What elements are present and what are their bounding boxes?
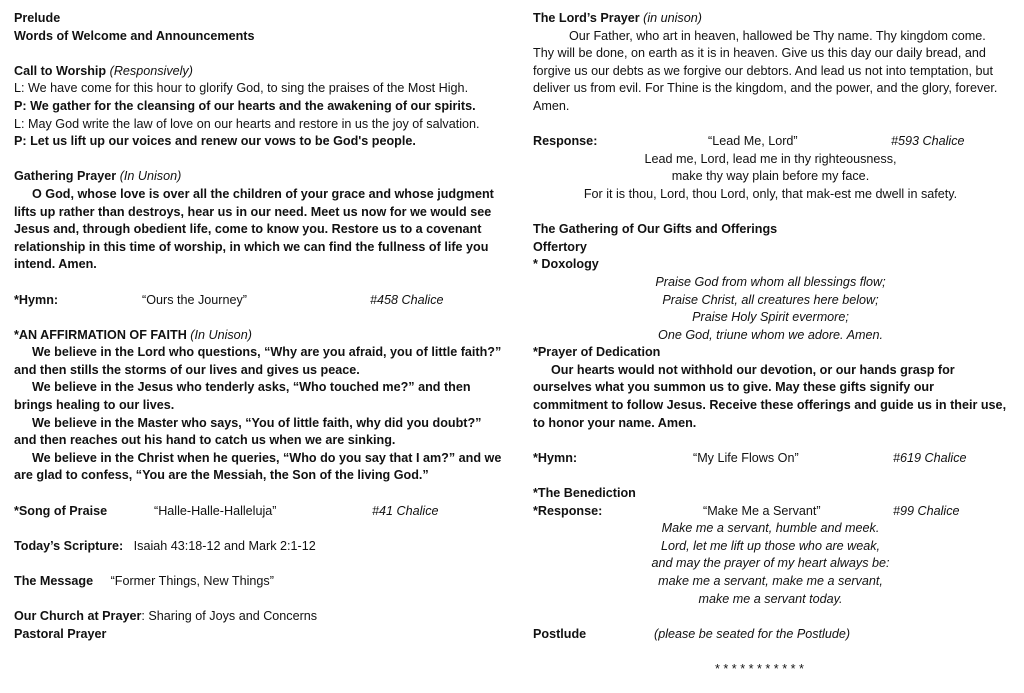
postlude-label: Postlude [533,626,587,641]
response-2-line-5: make me a servant today. [698,591,843,606]
offertory-heading: Offertory [533,239,587,254]
call-line-1: L: We have come for this hour to glorify God, to sing the praises of the Most High. [14,81,469,96]
song-number: #41 Chalice [372,503,439,518]
church-label: Our Church at Prayer [14,609,142,624]
gathering-note: (In Unison) [119,169,182,184]
benediction-heading: *The Benediction [533,486,636,501]
hymn-1-label: *Hymn: [14,292,59,307]
call-line-2: P: We gather for the cleansing of our hearts and the awakening of our spirits. [14,98,476,113]
hymn-1-row [14,292,504,310]
hymn-2-row [533,450,1008,468]
call-note: (Responsively) [109,63,193,78]
gathering-prayer-heading [14,168,504,186]
song-title: “Halle-Halle-Halleluja” [154,503,277,518]
response-1-line-3: For it is thou, Lord, thou Lord, only, that mak-est me dwell in safety. [583,186,958,201]
affirmation-note: (In Unison) [190,327,252,342]
response-2-line-1: Make me a servant, humble and meek. [661,521,880,536]
song-label: *Song of Praise [14,503,108,518]
response-2-row [533,503,1008,521]
response-1-label: Response: [533,134,598,149]
call-line-3: L: May God write the law of love on our hearts and restore in us the joy of salvation. [14,116,480,131]
song-of-praise-row [14,503,504,521]
response-2-title: “Make Me a Servant” [703,503,821,518]
right-column [533,10,1008,679]
lords-note: (in unison) [643,11,702,25]
doxology-line-4: One God, triune whom we adore. Amen. [658,327,883,342]
hymn-2-number: #619 Chalice [893,450,967,465]
response-2-line-4: make me a servant, make me a servant, [658,574,883,588]
call-to-worship-heading [14,63,504,81]
lords-prayer-heading [533,10,1008,28]
gathering-prayer-text: O God, whose love is over all the children of your grace and whose judgment lifts up rather than destroys, hear us in our need. Meet us now for we would see Jesus and, through obedient life, come to know you. Restore us to a covenant relationship in this time of worship, in which we can find the fullness of life you intend. Amen. [14,186,494,272]
postlude-row [533,626,1008,644]
left-column [14,10,504,643]
response-1-row [533,133,1008,151]
doxology-line-2: Praise Christ, all creatures here below; [662,292,879,307]
doxology-line-1: Praise God from whom all blessings flow; [655,274,886,289]
response-2-line-2: Lord, let me lift up those who are weak, [660,538,881,553]
response-1-line-2: make thy way plain before my face. [671,169,870,184]
affirmation-title: *AN AFFIRMATION OF FAITH [14,327,187,342]
lords-title: The Lord’s Prayer [533,11,640,25]
gifts-heading: The Gathering of Our Gifts and Offerings [533,222,778,237]
scripture-text: Isaiah 43:18-12 and Mark 2:1-12 [133,538,316,553]
response-1-line-1: Lead me, Lord, lead me in thy righteousness, [644,151,897,166]
postlude-note: (please be seated for the Postlude) [654,626,851,641]
call-line-4: P: Let us lift up our voices and renew our vows to be God's people. [14,134,416,149]
hymn-2-title: “My Life Flows On” [693,450,799,465]
scripture-label: Today’s Scripture: [14,538,124,553]
message-row [14,573,504,591]
response-2-label: *Response: [533,503,603,518]
hymn-2-label: *Hymn: [533,450,578,465]
pastoral-prayer: Pastoral Prayer [14,626,107,641]
response-1-title: “Lead Me, Lord” [708,134,798,149]
message-label: The Message [14,574,94,588]
affirmation-line-4: We believe in the Christ when he queries, “Who do you say that I am?” and we are glad to confess, “You are the Messiah, the Son of the living God.” [14,450,502,483]
affirmation-line-1: We believe in the Lord who questions, “Why are you afraid, you of little faith?” and then stills the storms of our lives and gives us peace. [14,345,502,377]
dedication-heading: *Prayer of Dedication [533,345,661,360]
response-2-line-3: and may the prayer of my heart always be: [651,556,890,571]
hymn-1-number: #458 Chalice [370,292,444,307]
scripture-row [14,538,504,556]
doxology-heading: * Doxology [533,257,599,272]
affirmation-line-3: We believe in the Master who says, “You of little faith, why did you doubt?” and then reaches out his hand to catch us when we are sinking. [14,415,482,448]
response-1-number: #593 Chalice [891,134,965,149]
response-2-number: #99 Chalice [893,503,960,518]
hymn-1-title: “Ours the Journey” [142,292,247,307]
welcome-heading: Words of Welcome and Announcements [14,28,255,43]
prelude-heading: Prelude [14,11,61,25]
gathering-title: Gathering Prayer [14,169,117,184]
dedication-text: Our hearts would not withhold our devotion, or our hands grasp for ourselves what you summon us to give. May these gifts signify our commitment to follow Jesus. Receive these offerings and guide us in their use, to honor your name. Amen. [533,362,1007,430]
closing-stars: * * * * * * * * * * * [715,661,804,676]
affirmation-heading [14,327,504,345]
affirmation-line-2: We believe in the Jesus who tenderly asks, “Who touched me?” and then brings healing to our lives. [14,380,471,413]
call-title: Call to Worship [14,63,107,78]
message-title: “Former Things, New Things” [110,574,274,588]
church-text: : Sharing of Joys and Concerns [141,609,318,624]
lords-prayer-text: Our Father, who art in heaven, hallowed be Thy name. Thy kingdom come. Thy will be done, on earth as it is in heaven. Give us this day our daily bread, and forgive us our debts as we forgive our debtors. And lead us not into temptation, but deliver us from evil. For Thine is the kingdom, and the power, and the glory, forever. Amen. [533,28,998,113]
church-prayer-row [14,608,504,626]
doxology-line-3: Praise Holy Spirit evermore; [692,310,849,325]
